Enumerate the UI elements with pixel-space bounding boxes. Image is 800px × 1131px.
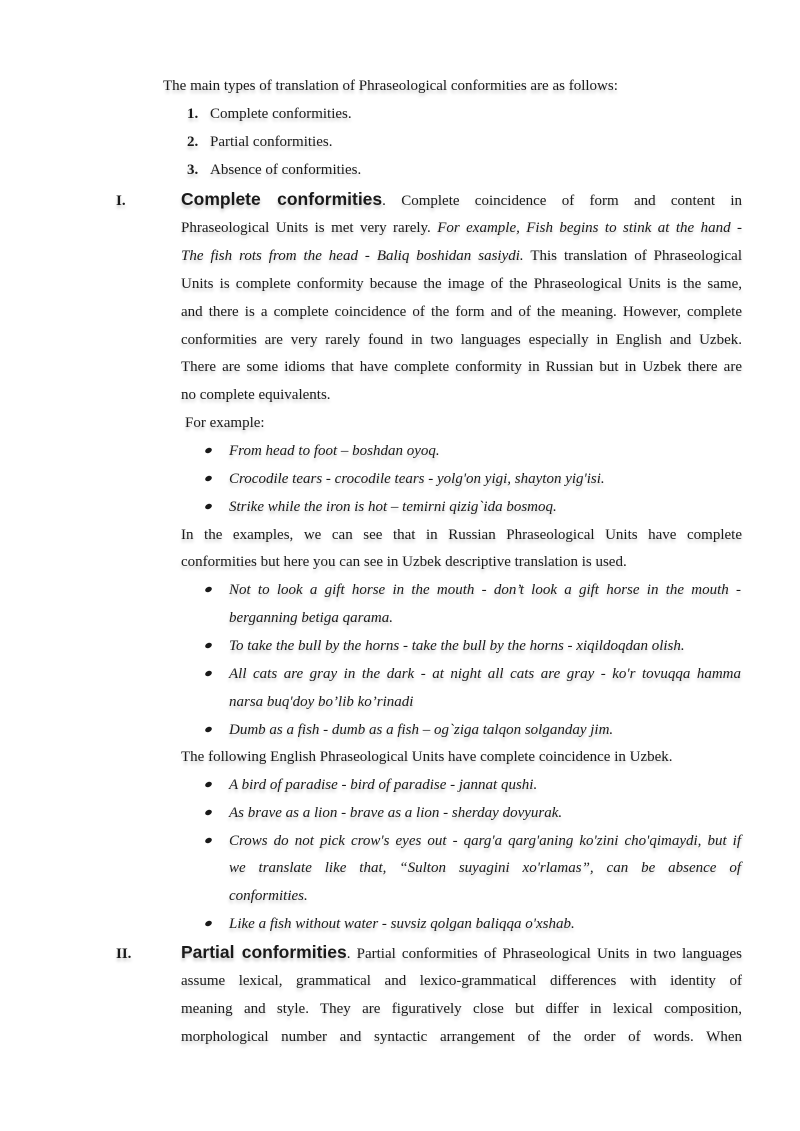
list-item: Like a fish without water - suvsiz qolgan baliqqa o'xshab. (229, 916, 575, 932)
list-item-continuation: berganning betiga qarama. (229, 610, 394, 626)
list-item: Complete conformities. (210, 106, 352, 122)
paragraph-line: conformities are very rarely found in two languages especially in English and Uzbek. (181, 332, 742, 348)
list-item-continuation: we translate like that, “Sulton suyagini xo'rlamas”, can be absence of (229, 860, 741, 876)
bullet-icon (204, 920, 212, 927)
list-item: As brave as a lion - brave as a lion - sherday dovyurak. (229, 805, 563, 821)
heading-tail: . Complete coincidence of form and content in (382, 193, 742, 209)
intro-text: The main types of translation of Phraseological conformities are as follows: (163, 78, 618, 94)
list-item-continuation: conformities. (229, 888, 308, 904)
section-heading: Complete conformities (181, 189, 383, 209)
heading-tail: . Partial conformities of Phraseological Units in two languages (346, 946, 742, 962)
paragraph-line: assume lexical, grammatical and lexico-grammatical differences with identity of (181, 973, 742, 989)
paragraph-line: no complete equivalents. (181, 387, 331, 403)
for-example-label: For example: (185, 415, 265, 431)
list-item: Crocodile tears - crocodile tears - yolg'on yigi, shayton yig'isi. (229, 471, 605, 487)
list-item: From head to foot – boshdan oyoq. (229, 443, 440, 459)
paragraph-line (181, 246, 742, 266)
list-item: Crows do not pick crow's eyes out - qarg'a qarg'aning ko'zini cho'qimaydi, but if (229, 833, 741, 849)
list-item: Dumb as a fish - dumb as a fish – og`ziga talqon solganday jim. (229, 722, 614, 738)
bullet-icon (204, 586, 212, 593)
section-numeral: II. (116, 946, 132, 962)
paragraph-line: meaning and style. They are figuratively close but differ in lexical composition, (181, 1001, 742, 1017)
list-item: Strike while the iron is hot – temirni qizig`ida bosmoq. (229, 499, 557, 515)
list-number: 3. (187, 162, 199, 178)
bullet-icon (204, 670, 212, 677)
list-item: Partial conformities. (210, 134, 333, 150)
bullet-icon (204, 503, 212, 510)
paragraph-line: Units is complete conformity because the image of the Phraseological Units is the same, (181, 276, 742, 292)
list-item: All cats are gray in the dark - at night all cats are gray - ko'r tovuqqa hamma (229, 666, 741, 682)
paragraph-line: and there is a complete coincidence of the form and of the meaning. However, complete (181, 304, 742, 320)
text-span: Phraseological Units is met very rarely. (181, 220, 438, 236)
example-span: For example, Fish begins to stink at the hand - (437, 220, 742, 236)
section-heading-line (181, 942, 742, 964)
paragraph-line: conformities but here you can see in Uzbek descriptive translation is used. (181, 554, 627, 570)
paragraph-line (181, 218, 742, 238)
bullet-icon (204, 447, 212, 454)
list-item: A bird of paradise - bird of paradise - jannat qushi. (229, 777, 538, 793)
list-item: To take the bull by the horns - take the bull by the horns - xiqildoqdan olish. (229, 638, 685, 654)
bullet-icon (204, 809, 212, 816)
bullet-icon (204, 475, 212, 482)
list-item-continuation: narsa buq'doy bo’lib ko’rinadi (229, 694, 414, 710)
section-heading: Partial conformities (181, 942, 347, 962)
list-item: Not to look a gift horse in the mouth - don’t look a gift horse in the mouth - (229, 582, 741, 598)
text-span: This translation of Phraseological (523, 248, 742, 264)
paragraph-line: In the examples, we can see that in Russian Phraseological Units have complete (181, 527, 742, 543)
list-number: 2. (187, 134, 199, 150)
bullet-icon (204, 837, 212, 844)
example-span: The fish rots from the head - Baliq boshidan sasiydi. (181, 248, 524, 264)
bullet-icon (204, 642, 212, 649)
list-item: Absence of conformities. (210, 162, 362, 178)
paragraph-line: morphological number and syntactic arrangement of the order of words. When (181, 1029, 742, 1045)
section-heading-line (181, 189, 742, 211)
paragraph-line: There are some idioms that have complete conformity in Russian but in Uzbek there are (181, 359, 742, 375)
bullet-icon (204, 726, 212, 733)
bullet-icon (204, 781, 212, 788)
paragraph-line: The following English Phraseological Units have complete coincidence in Uzbek. (181, 749, 673, 765)
section-numeral: I. (116, 193, 126, 209)
list-number: 1. (187, 106, 199, 122)
